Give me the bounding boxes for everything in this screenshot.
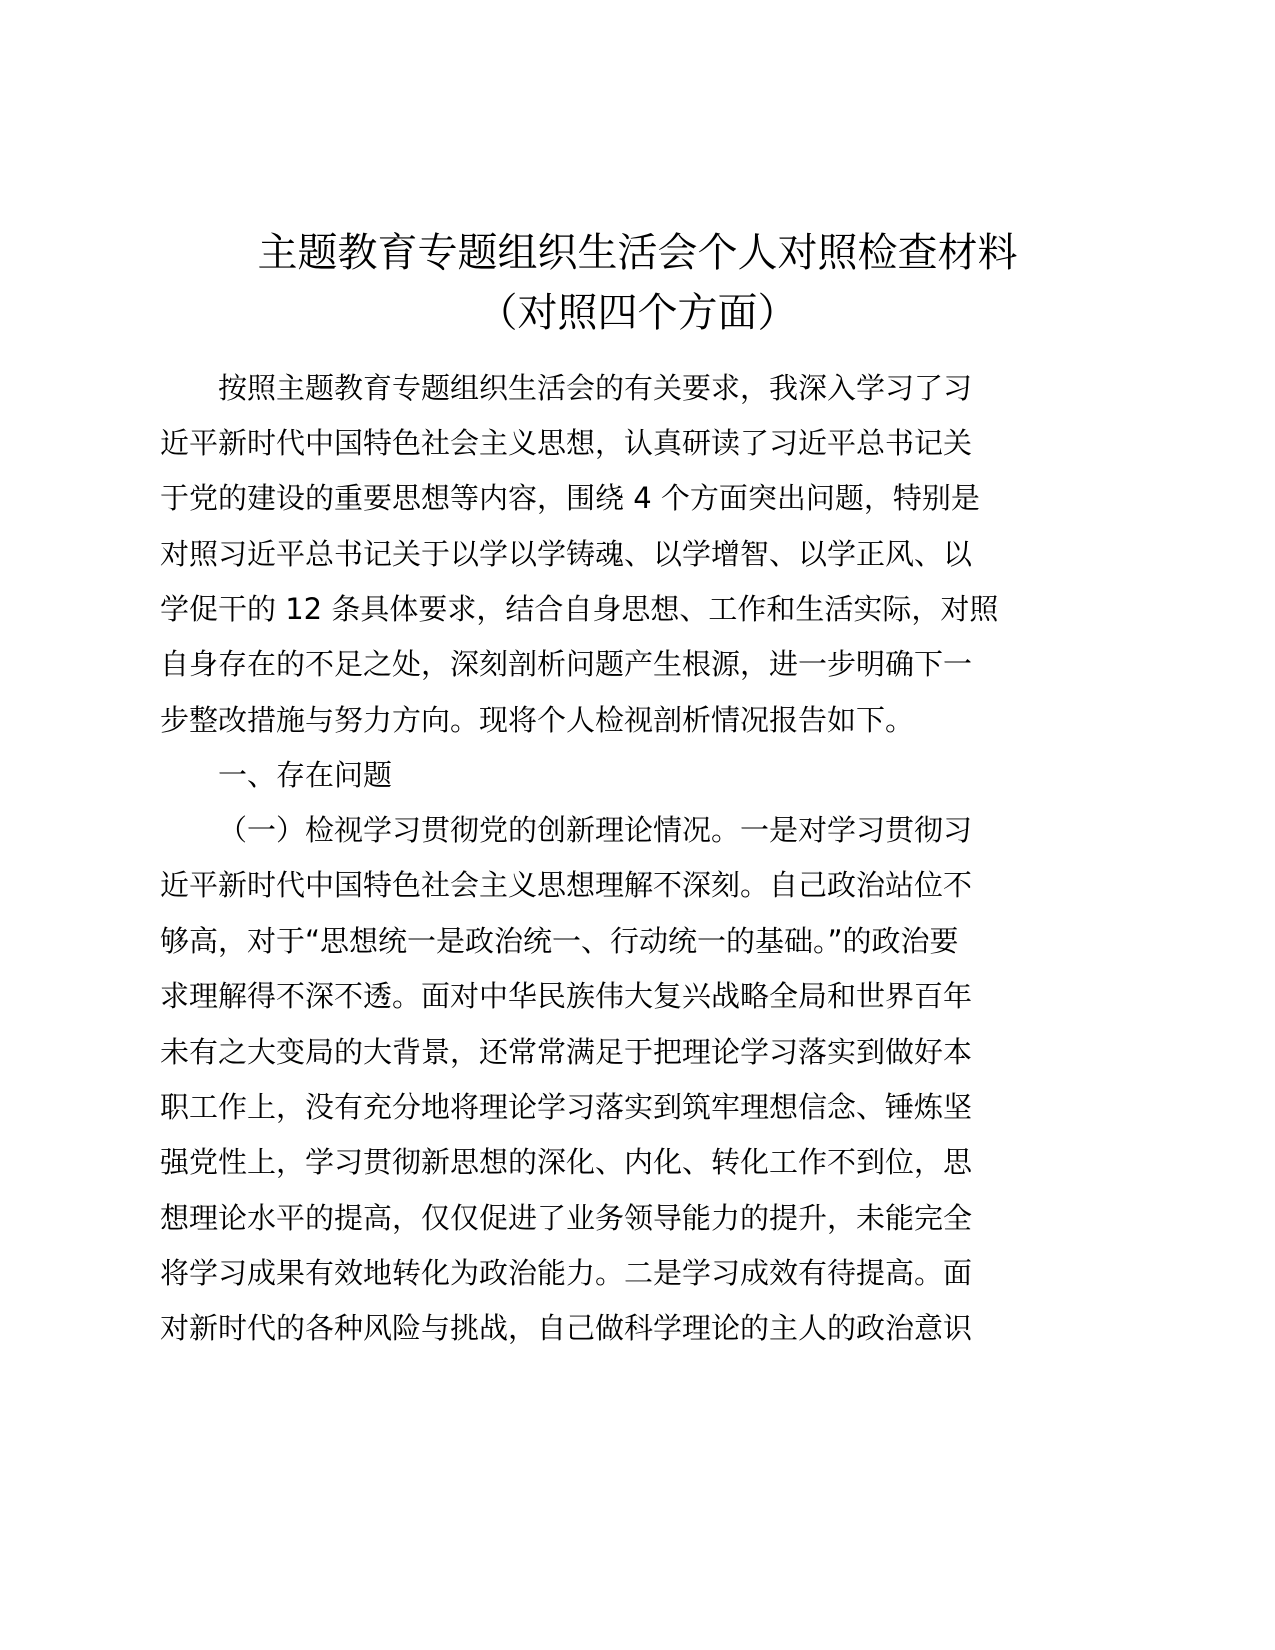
paragraph-line: 近平新时代中国特色社会主义思想，认真研读了习近平总书记关 <box>160 426 973 460</box>
paragraph-line: 于党的建设的重要思想等内容，围绕 4 个方面突出问题，特别是 <box>160 481 980 515</box>
paragraph-line: 步整改措施与努力方向。现将个人检视剖析情况报告如下。 <box>160 703 915 737</box>
document-subtitle: （对照四个方面） <box>477 290 798 336</box>
paragraph-line: 自身存在的不足之处，深刻剖析问题产生根源，进一步明确下一 <box>160 647 973 681</box>
paragraph-line: 求理解得不深不透。面对中华民族伟大复兴战略全局和世界百年 <box>160 979 973 1013</box>
paragraph-line: 对新时代的各种风险与挑战，自己做科学理论的主人的政治意识 <box>160 1311 973 1345</box>
section-heading: 一、存在问题 <box>218 758 393 792</box>
paragraph-line: 未有之大变局的大背景，还常常满足于把理论学习落实到做好本 <box>160 1035 973 1069</box>
document-title: 主题教育专题组织生活会个人对照检查材料 <box>257 230 1018 276</box>
paragraph-line: 强党性上，学习贯彻新思想的深化、内化、转化工作不到位，思 <box>160 1145 973 1179</box>
paragraph-line: 将学习成果有效地转化为政治能力。二是学习成效有待提高。面 <box>160 1256 973 1290</box>
paragraph-line: （一）检视学习贯彻党的创新理论情况。一是对学习贯彻习 <box>218 813 973 847</box>
paragraph-line: 近平新时代中国特色社会主义思想理解不深刻。自己政治站位不 <box>160 868 973 902</box>
paragraph-line: 职工作上，没有充分地将理论学习落实到筑牢理想信念、锤炼坚 <box>160 1090 973 1124</box>
paragraph-line: 学促干的 12 条具体要求，结合自身思想、工作和生活实际，对照 <box>160 592 999 626</box>
paragraph-line: 对照习近平总书记关于以学以学铸魂、以学增智、以学正风、以 <box>160 537 973 571</box>
paragraph-line: 够高，对于“思想统一是政治统一、行动统一的基础。”的政治要 <box>160 924 959 958</box>
paragraph-line: 按照主题教育专题组织生活会的有关要求，我深入学习了习 <box>218 371 973 405</box>
paragraph-line: 想理论水平的提高，仅仅促进了业务领导能力的提升，未能完全 <box>160 1201 973 1235</box>
